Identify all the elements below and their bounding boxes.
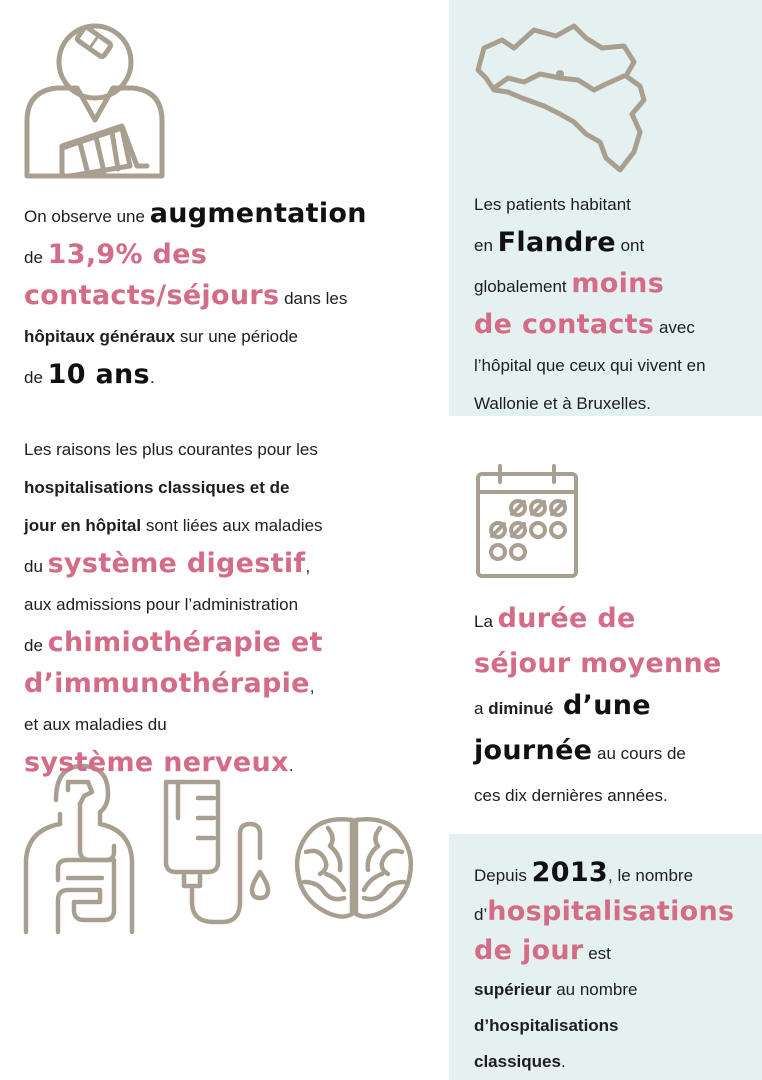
text: globalement	[474, 277, 572, 296]
text: du	[24, 557, 48, 576]
highlight: journée	[474, 735, 593, 766]
text: avec	[654, 318, 695, 337]
bold-text: jour en hôpital	[24, 516, 142, 535]
highlight: durée de	[497, 603, 636, 634]
highlight: de contacts	[474, 309, 655, 340]
iv-drip-icon	[156, 778, 276, 928]
highlight: de jour	[474, 935, 584, 966]
text: et aux maladies du	[24, 715, 167, 734]
highlight: système nerveux	[24, 747, 289, 778]
bold-text: hospitalisations classiques et de	[24, 478, 290, 497]
text: de	[24, 248, 48, 267]
text: .	[149, 368, 155, 387]
text: de	[24, 368, 48, 387]
highlight: moins	[571, 268, 665, 299]
text: ont	[615, 236, 645, 255]
text: Depuis	[474, 866, 532, 885]
text: Les patients habitant	[474, 195, 631, 214]
belgium-map-icon	[474, 18, 664, 178]
bold-text: classiques	[474, 1052, 561, 1071]
text: de	[24, 636, 48, 655]
text: aux admissions pour l’administration	[24, 595, 299, 614]
text: au cours de	[592, 744, 686, 763]
reasons-text-block	[24, 431, 444, 785]
flanders-text-block	[474, 186, 754, 423]
brain-icon	[292, 812, 416, 922]
text: en	[474, 236, 498, 255]
digestive-system-icon	[22, 760, 138, 936]
text: sont liées aux maladies	[141, 516, 323, 535]
highlight: d’une	[553, 690, 651, 721]
highlight: Flandre	[497, 227, 616, 258]
text: .	[288, 756, 294, 775]
highlight: chimiothérapie et	[47, 627, 323, 658]
text: est	[583, 944, 611, 963]
text: .	[560, 1052, 566, 1071]
text: ces dix dernières années.	[474, 786, 668, 805]
text: dans les	[279, 289, 348, 308]
highlight: séjour moyenne	[474, 648, 722, 679]
day-hospitalisation-text-block	[474, 855, 759, 1080]
highlight: 13,9% des	[47, 239, 208, 270]
highlight: 2013	[531, 857, 608, 888]
highlight: 10 ans	[47, 359, 150, 390]
text: au nombre	[551, 980, 638, 999]
text: Wallonie et à Bruxelles.	[474, 394, 652, 413]
highlight: contacts/séjours	[24, 280, 280, 311]
text: sur une période	[175, 327, 299, 346]
text: a	[474, 699, 489, 718]
text: Les raisons les plus courantes pour les	[24, 440, 318, 459]
bold-text: d’hospitalisations	[474, 1016, 619, 1035]
bold-text: diminué	[488, 699, 554, 718]
text: ,	[305, 557, 311, 576]
text: d’	[474, 905, 488, 924]
calendar-icon	[474, 462, 580, 580]
injured-person-icon	[22, 16, 167, 186]
text: On observe une	[24, 207, 150, 226]
text: La	[474, 612, 498, 631]
text: ,	[309, 677, 315, 696]
highlight: d’immunothérapie	[24, 668, 310, 699]
text: , le nombre	[608, 866, 694, 885]
text: l’hôpital que ceux qui vivent en	[474, 356, 706, 375]
bold-text: hôpitaux généraux	[24, 327, 176, 346]
highlight: augmentation	[149, 198, 367, 229]
stay-duration-text-block	[474, 598, 759, 817]
highlight: hospitalisations	[487, 896, 735, 927]
increase-text-block	[24, 195, 434, 397]
highlight: système digestif	[47, 548, 306, 579]
bold-text: supérieur	[474, 980, 552, 999]
